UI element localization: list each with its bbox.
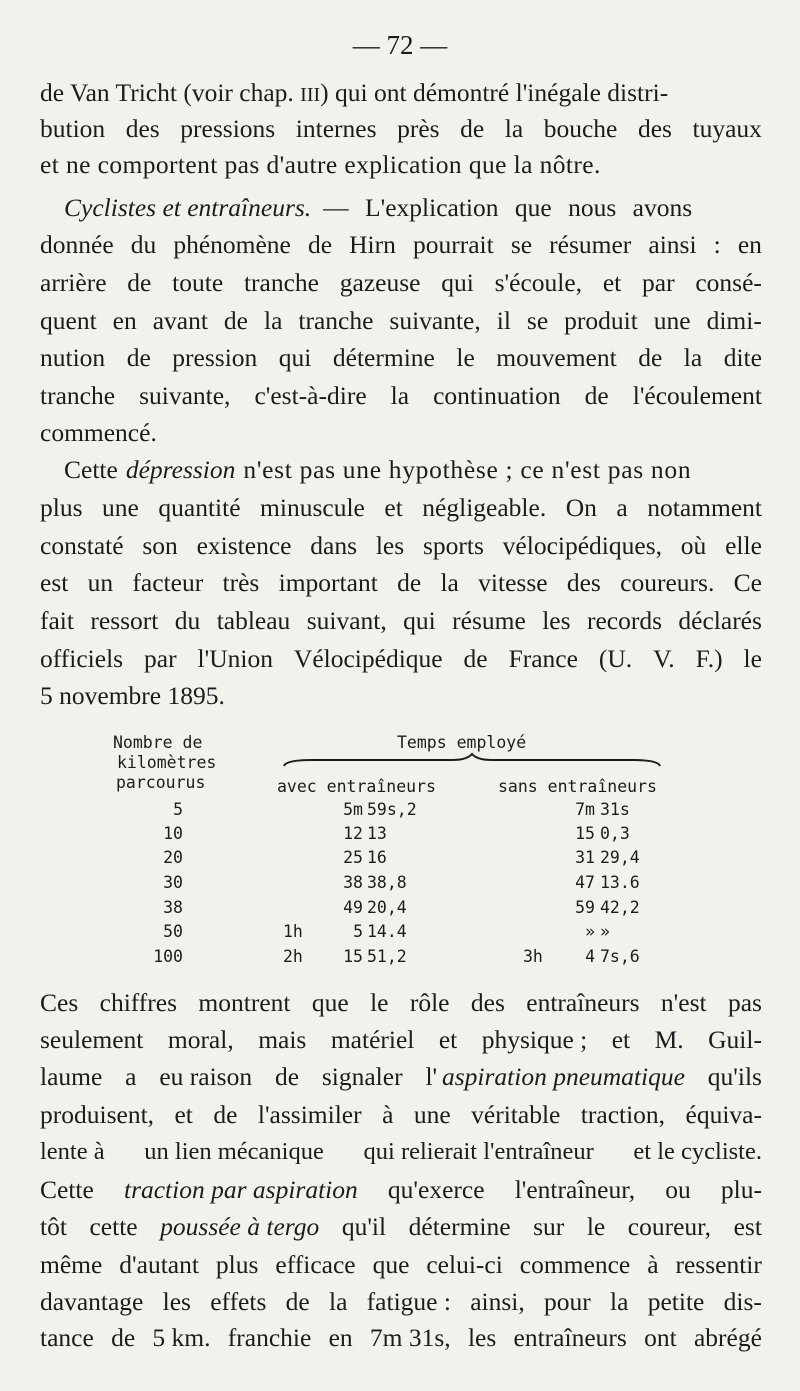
text-word: dans	[310, 531, 358, 560]
text-word: Vélocipédique	[293, 644, 443, 673]
text-word: de	[463, 644, 488, 673]
text-word: ou	[665, 1175, 691, 1204]
text-word: la	[263, 306, 283, 335]
text-word: mais	[258, 1025, 307, 1054]
text-word: tableau	[216, 606, 291, 635]
text-word: et	[602, 268, 622, 297]
text-word: On	[565, 493, 597, 522]
text-word: une	[653, 306, 691, 335]
text-word: quent	[40, 306, 97, 335]
col3-header: sans entraîneurs	[498, 777, 657, 796]
text-word: le	[586, 1212, 606, 1241]
text-word: montrent	[198, 988, 291, 1017]
text-word: les	[162, 1287, 191, 1316]
section-heading: Cyclistes et entraîneurs.	[64, 193, 312, 222]
col1-header-line3: parcourus	[116, 773, 206, 792]
col1-header-line2: kilomètres	[117, 753, 217, 772]
text-word: le	[456, 343, 475, 372]
text-word: résume	[452, 606, 526, 635]
text-word: ) qui ont démontré l'inégale distri-	[320, 78, 669, 107]
text-word: des	[125, 114, 160, 143]
text-word: pression	[172, 343, 258, 372]
text-word: phénomène	[173, 230, 291, 259]
text-word: dite	[723, 343, 762, 372]
text-word: même	[40, 1250, 103, 1279]
text-word: bution	[40, 114, 106, 143]
group-header: Temps employé	[397, 733, 527, 752]
text-word: des	[637, 114, 672, 143]
table-cell-km: 38	[163, 898, 183, 917]
table-cell-s-m: 7m	[575, 800, 595, 819]
text-word: qu'il	[341, 1212, 387, 1241]
text-word: internes	[295, 114, 377, 143]
text-word: ainsi,	[470, 1287, 525, 1316]
text-word: un lien mécanique	[144, 1138, 324, 1165]
text-word: commence	[519, 1250, 631, 1279]
text-word: fait	[40, 606, 74, 635]
text-word: continuation	[433, 381, 561, 410]
text-word: suivante,	[389, 306, 481, 335]
table-cell-s-s: 31s	[600, 800, 630, 819]
table-cell-a-s: 59s,2	[367, 800, 417, 819]
text-word: effets	[210, 1287, 267, 1316]
text-word: et	[438, 1025, 458, 1054]
text-word: records	[586, 606, 662, 635]
text-word: davantage	[40, 1287, 144, 1316]
text-word: coureur,	[627, 1212, 712, 1241]
table-cell-a-m: 12	[343, 824, 363, 843]
table-cell-s-s: 0,3	[600, 824, 630, 843]
text-word: tôt	[40, 1212, 67, 1241]
page-number: — 72 —	[352, 30, 448, 60]
text-word: et ne comportent pas d'autre explication que la nôtre.	[40, 150, 601, 179]
text-word: de Van Tricht (voir chap.	[40, 78, 301, 107]
text-word: produisent,	[40, 1100, 155, 1129]
text-word: M.	[654, 1025, 684, 1054]
text-word: du	[130, 230, 157, 259]
text-word: est	[40, 568, 69, 597]
text-word: de	[223, 306, 248, 335]
text-word: la	[390, 381, 410, 410]
text-word: pressions	[180, 114, 276, 143]
text-word: tranche	[298, 306, 374, 335]
text-word: la	[440, 568, 459, 597]
text-word: les	[375, 531, 405, 560]
italic-term: dépression	[125, 455, 236, 484]
text-word: sports	[422, 531, 484, 560]
text-word: et	[174, 1100, 193, 1129]
text-word: arrière	[40, 268, 107, 297]
text-word: à	[382, 1100, 394, 1129]
text-word: que	[311, 988, 349, 1017]
text-word: par	[642, 268, 675, 297]
text-word: signaler	[321, 1062, 403, 1091]
text-word: laume	[40, 1062, 103, 1091]
text-word: un	[87, 568, 114, 597]
table-cell-km: 30	[163, 873, 183, 892]
text-word: important	[278, 568, 378, 597]
table-cell-a-s: 38,8	[367, 873, 407, 892]
text-word: commencé.	[40, 418, 157, 447]
text-word: ont	[644, 1323, 677, 1352]
table-cell-a-s: 51,2	[367, 947, 407, 966]
text-word: de	[307, 230, 333, 259]
text-word: la	[329, 1287, 348, 1316]
text-word: plus	[215, 1250, 259, 1279]
text-word: matériel	[330, 1025, 415, 1054]
text-word: et le cycliste.	[633, 1138, 762, 1165]
text-word: consé-	[695, 268, 762, 297]
text-word: produit	[564, 306, 638, 335]
text-word: aspiration pneumatique	[441, 1062, 685, 1091]
text-word: de	[584, 381, 609, 410]
text-word: a	[125, 1062, 137, 1091]
text-word: coureurs.	[620, 568, 715, 597]
text-word: gazeuse	[339, 268, 421, 297]
text-word: F.)	[695, 644, 723, 673]
text-word: est	[733, 1212, 762, 1241]
text-word: par	[144, 644, 177, 673]
text-word: en	[112, 306, 137, 335]
text-word: équiva-	[685, 1100, 762, 1129]
text-word: traction,	[580, 1100, 666, 1129]
table-cell-s-m: 59	[575, 898, 595, 917]
text-word: minuscule	[260, 493, 365, 522]
text-word: plu-	[720, 1175, 762, 1204]
text-word: le	[370, 988, 389, 1017]
text-word: du	[174, 606, 201, 635]
text-word: et	[384, 493, 403, 522]
table-cell-a-h: 2h	[283, 947, 303, 966]
text-word: seulement	[40, 1025, 144, 1054]
text-word: nution	[40, 343, 106, 372]
text-word: qui relierait l'entraîneur	[363, 1138, 594, 1165]
text-word: de	[126, 343, 151, 372]
text-word: l'Union	[197, 644, 273, 673]
table-cell-s-h: 3h	[523, 947, 543, 966]
text-word: en	[737, 230, 762, 259]
text-word: ainsi	[648, 230, 697, 259]
text-word: le	[743, 644, 762, 673]
text-word: d'autant	[119, 1250, 199, 1279]
text-word: détermine	[408, 1212, 511, 1241]
text-word: ressort	[90, 606, 159, 635]
table-cell-a-s: 20,4	[367, 898, 407, 917]
small-caps-roman: III	[300, 84, 321, 106]
text-word: constaté	[40, 531, 124, 560]
text-word: s'écoule,	[494, 268, 583, 297]
text-word: poussée à tergo	[160, 1212, 320, 1241]
table-cell-s-m: 47	[575, 873, 595, 892]
text-word: l'assimiler	[257, 1100, 362, 1129]
text-word: en	[328, 1323, 353, 1352]
text-word: rôle	[409, 988, 450, 1017]
text-word: entraîneurs	[513, 1323, 627, 1352]
text-word: que	[372, 1250, 410, 1279]
table-cell-a-m: 5m	[343, 800, 363, 819]
text-word: Guil-	[708, 1025, 762, 1054]
text-word: négligeable.	[422, 493, 547, 522]
text-word: petite	[647, 1287, 705, 1316]
text-word: les	[467, 1323, 497, 1352]
text-word: physique ;	[481, 1025, 588, 1054]
text-word: déclarés	[678, 606, 762, 635]
text-word: qu'ils	[707, 1062, 762, 1091]
text-word: (U.	[598, 644, 633, 673]
text-word: :	[713, 230, 721, 259]
text-word: l'entraîneur,	[514, 1175, 636, 1204]
table-cell-s-s: 7s,6	[600, 947, 640, 966]
text-word: moral,	[167, 1025, 234, 1054]
text-word: France	[508, 644, 578, 673]
text-word: cette	[89, 1212, 138, 1241]
table-cell-a-m: 38	[343, 873, 363, 892]
text-word: traction par aspiration	[123, 1175, 358, 1204]
text-word: une	[102, 493, 139, 522]
text-word: à	[647, 1250, 659, 1279]
text-word: Ce	[733, 568, 762, 597]
text-word: qui	[403, 606, 436, 635]
table-cell-a-m: 15	[343, 947, 363, 966]
text-word: suivante,	[139, 381, 231, 410]
text-word: la	[610, 1287, 629, 1316]
text-word: vélocipédiques,	[502, 531, 662, 560]
text-word: de	[285, 1287, 310, 1316]
table-cell-km: 5	[173, 800, 183, 819]
table-cell-a-m: 5	[353, 922, 363, 941]
table-cell-s-s: 13.6	[600, 873, 640, 892]
text-word: chiffres	[99, 988, 178, 1017]
text-word: lente à	[40, 1138, 105, 1165]
text-word: 5 novembre 1895.	[40, 681, 225, 710]
text-word: et	[611, 1025, 631, 1054]
text-word: de	[127, 268, 152, 297]
text-word: tuyaux	[692, 114, 762, 143]
text-word: de	[460, 114, 485, 143]
text-word: tranche	[243, 268, 319, 297]
table-cell-s-m: 15	[575, 824, 595, 843]
table-cell-a-m: 25	[343, 848, 363, 867]
text-word: détermine	[332, 343, 435, 372]
text-word: ressentir	[675, 1250, 762, 1279]
text-word: il	[496, 306, 511, 335]
table-cell-a-s: 13	[367, 824, 387, 843]
text-run: — L'explication que nous avons	[323, 193, 693, 222]
text-word: véritable	[471, 1100, 561, 1129]
text-word: de	[397, 568, 422, 597]
text-word: existence	[196, 531, 292, 560]
text-word: qui	[278, 343, 312, 372]
text-word: suivant,	[306, 606, 387, 635]
text-word: tranche	[40, 381, 116, 410]
text-word: pourrait	[412, 230, 494, 259]
text-word: sur	[533, 1212, 565, 1241]
text-word: notamment	[647, 493, 762, 522]
text-word: a	[616, 493, 628, 522]
text-word: Ces	[40, 988, 79, 1017]
text-word: tance	[40, 1323, 94, 1352]
table-cell-a-m: 49	[343, 898, 363, 917]
text-word: résumer	[549, 230, 632, 259]
text-word: c'est-à-dire	[254, 381, 367, 410]
text-word: qui	[441, 268, 474, 297]
text-word: des	[470, 988, 505, 1017]
table-cell-s-m: »	[585, 922, 595, 941]
text-word: n'est pas une hypothèse ; ce n'est pas non	[243, 455, 692, 484]
text-word: avant	[152, 306, 208, 335]
text-word: son	[142, 531, 178, 560]
text-word: pour	[544, 1287, 591, 1316]
text-word: n'est	[660, 988, 707, 1017]
text-word: franchie	[227, 1323, 312, 1352]
table-cell-s-m: 31	[575, 848, 595, 867]
text-word: de	[638, 343, 663, 372]
text-word: Hirn	[349, 230, 396, 259]
text-word: elle	[725, 531, 762, 560]
text-word: dis-	[723, 1287, 762, 1316]
table-cell-km: 50	[163, 922, 183, 941]
table-cell-a-h: 1h	[283, 922, 303, 941]
text-word: près	[397, 114, 440, 143]
text-word: se	[526, 306, 549, 335]
text-word: où	[680, 531, 707, 560]
text-word: une	[413, 1100, 451, 1129]
text-word: la	[683, 343, 703, 372]
text-word: eu raison	[159, 1062, 253, 1091]
text-word: mouvement	[496, 343, 617, 372]
text-word: les	[542, 606, 571, 635]
table-cell-km: 10	[163, 824, 183, 843]
text-word: très	[222, 568, 260, 597]
col2-header: avec entraîneurs	[277, 777, 436, 796]
text-word: se	[510, 230, 533, 259]
text-word: officiels	[40, 644, 124, 673]
text-word: celui-ci	[426, 1250, 503, 1279]
text-word: V.	[653, 644, 675, 673]
text-word: dimi-	[706, 306, 762, 335]
text-word: 5 km.	[152, 1323, 211, 1352]
table-cell-a-s: 14.4	[367, 922, 407, 941]
text-word: de	[111, 1323, 136, 1352]
text-word: pas	[727, 988, 762, 1017]
text-word: quantité	[158, 493, 241, 522]
text-word: donnée	[40, 230, 114, 259]
text-word: qu'exerce	[387, 1175, 485, 1204]
table-cell-s-s: 42,2	[600, 898, 640, 917]
text-word: la	[504, 114, 524, 143]
text-word: l'	[425, 1062, 438, 1091]
text-word: entraîneurs	[526, 988, 640, 1017]
text-word: plus	[40, 493, 83, 522]
table-cell-a-s: 16	[367, 848, 387, 867]
text-word: Cette	[40, 1175, 94, 1204]
text-word: fatigue :	[366, 1287, 451, 1316]
text-word: Cette	[64, 455, 118, 484]
text-word: des	[566, 568, 601, 597]
text-word: de	[274, 1062, 300, 1091]
text-word: vitesse	[478, 568, 548, 597]
col1-header-line1: Nombre de	[113, 733, 203, 752]
table-cell-km: 100	[153, 947, 183, 966]
text-word: efficace	[275, 1250, 356, 1279]
table-cell-s-s: 29,4	[600, 848, 640, 867]
text-word: de	[213, 1100, 238, 1129]
table-cell-s-s: »	[600, 922, 610, 941]
text-word: 7m 31s,	[369, 1323, 451, 1352]
table-cell-s-m: 4	[585, 947, 595, 966]
text-word: l'écoulement	[632, 381, 762, 410]
text-word: bouche	[543, 114, 618, 143]
table-cell-km: 20	[163, 848, 183, 867]
text-word: abrégé	[693, 1323, 762, 1352]
text-word: toute	[172, 268, 224, 297]
text-word: facteur	[132, 568, 204, 597]
